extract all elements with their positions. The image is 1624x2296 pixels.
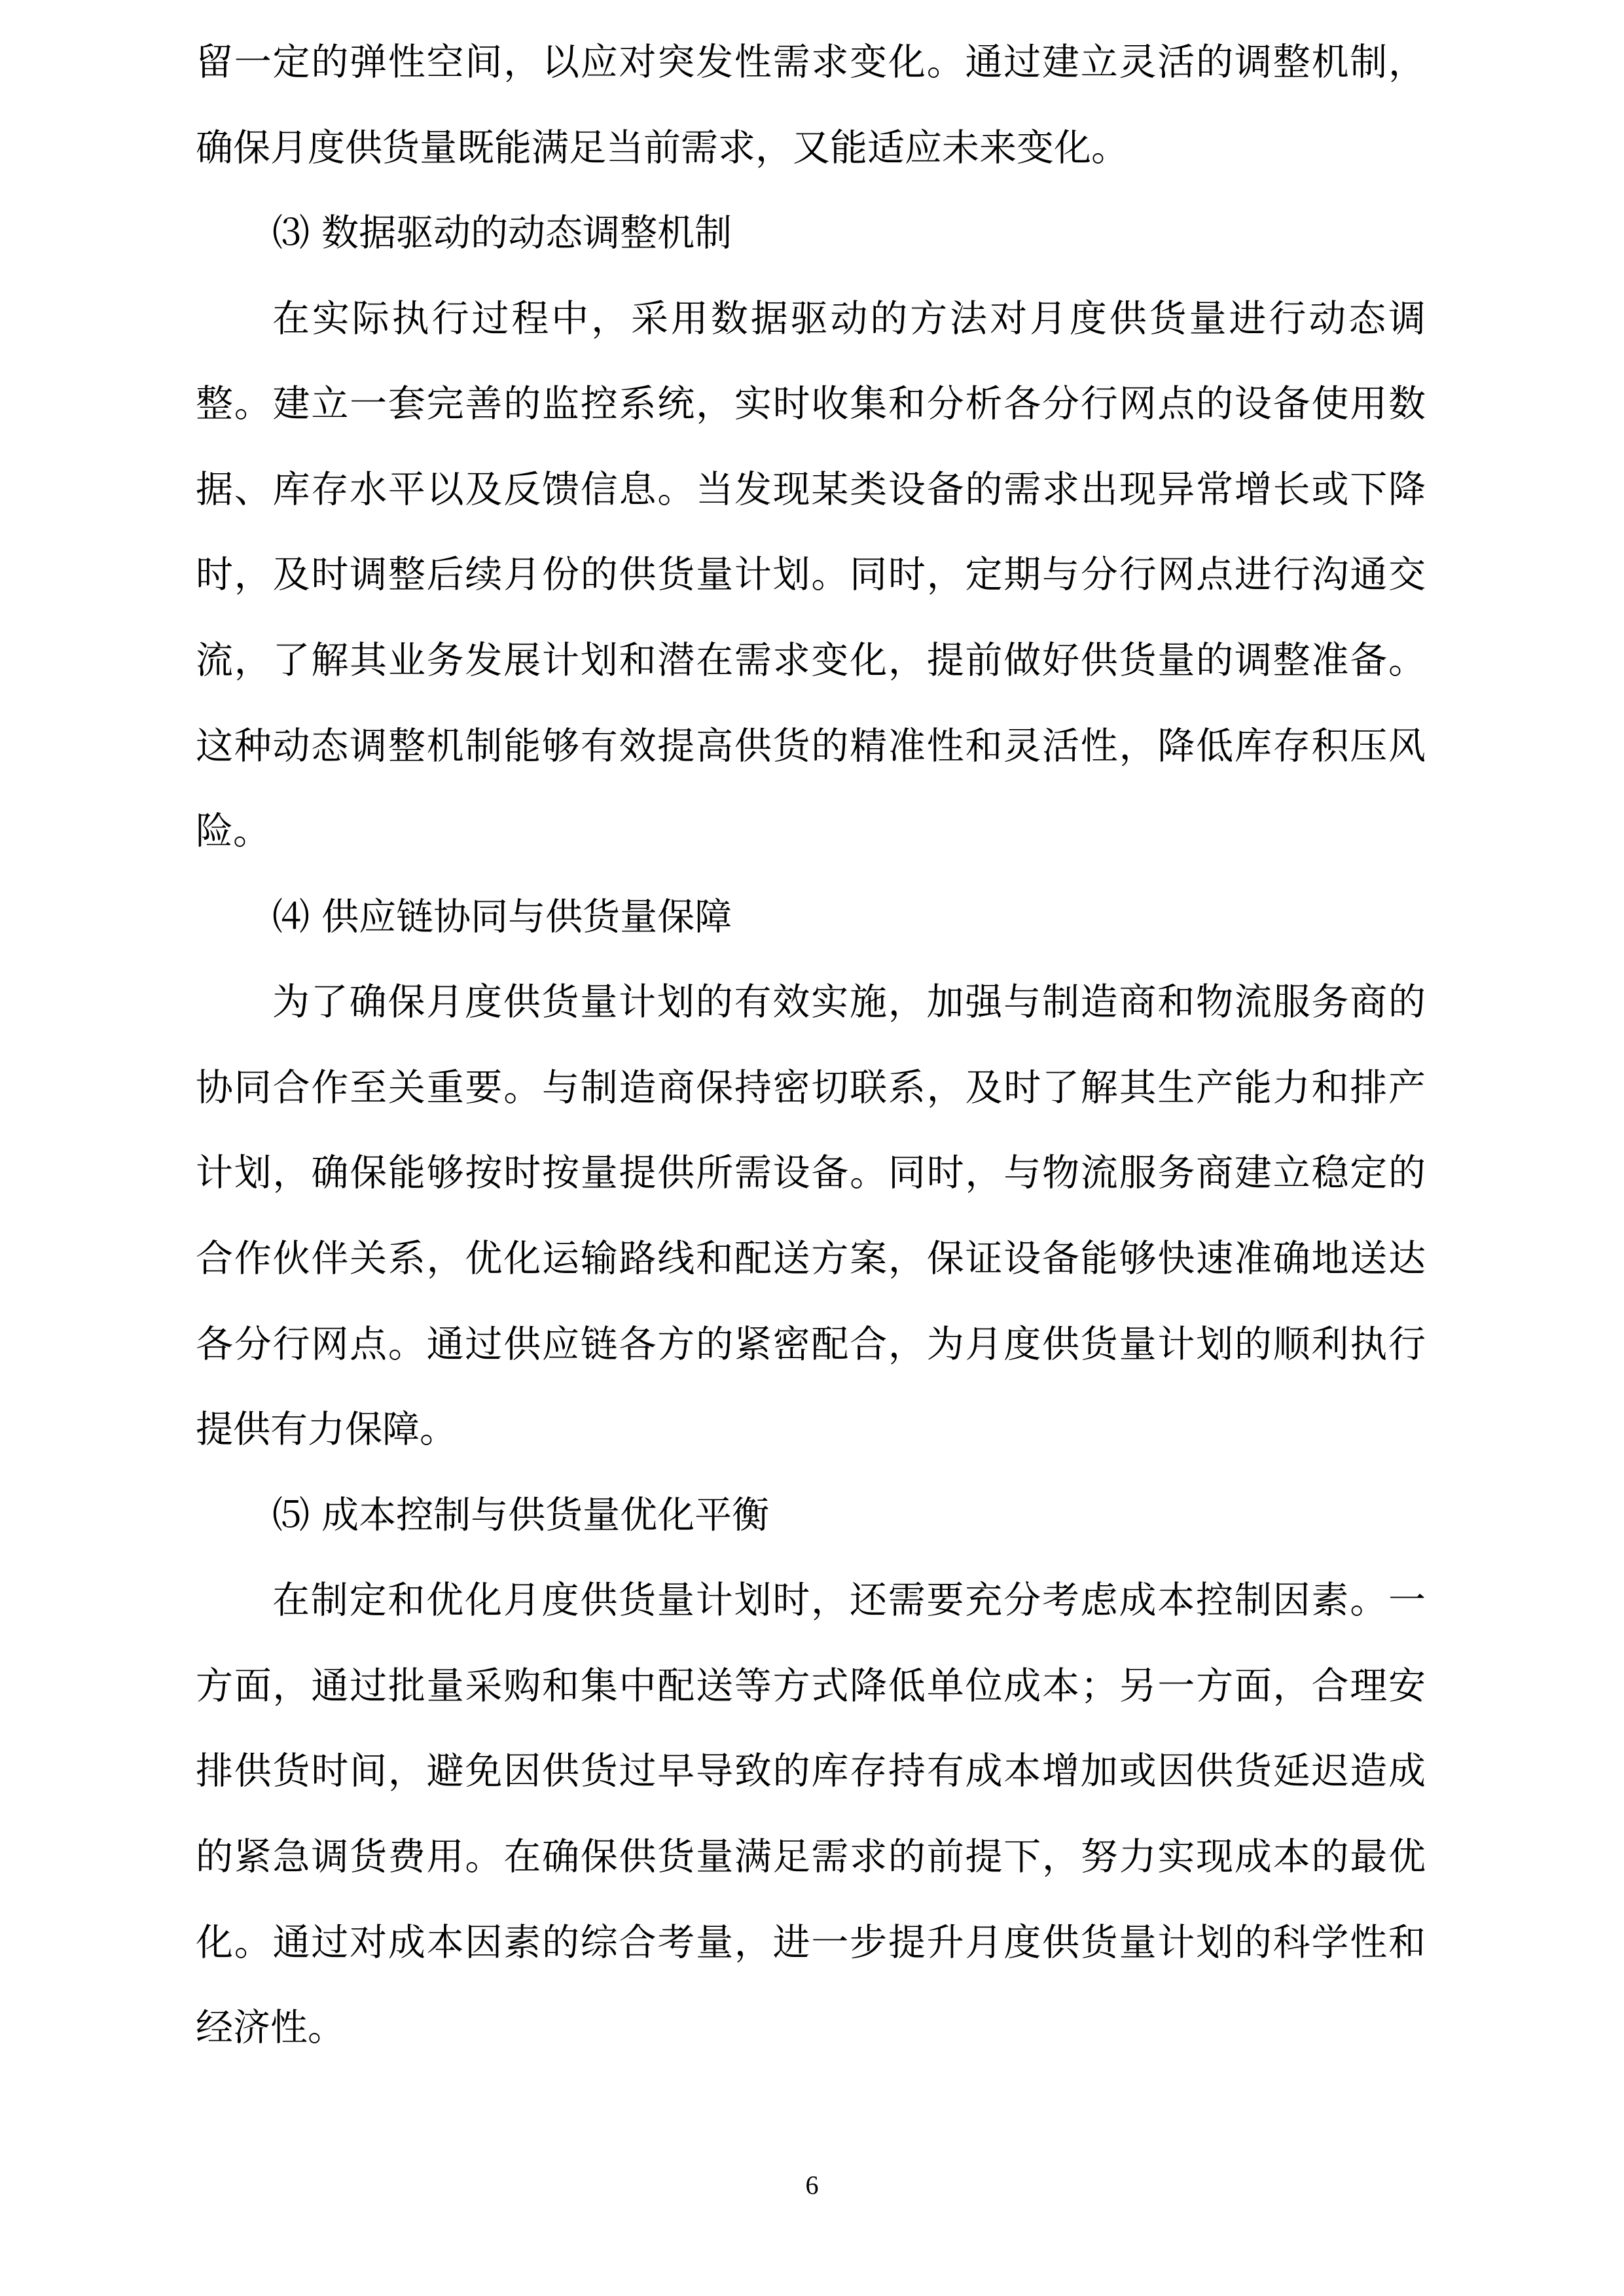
body-text-line: 留一定的弹性空间，以应对突发性需求变化。通过建立灵活的调整机制， (196, 41, 1426, 84)
page-number: 6 (805, 2170, 819, 2200)
body-text-line: 险。 (196, 810, 270, 853)
body-text-line: 经济性。 (196, 2006, 345, 2049)
body-text-line: 各分行网点。通过供应链各方的紧密配合，为月度供货量计划的顺利执行 (196, 1323, 1426, 1366)
body-text-line: 的紧急调货费用。在确保供货量满足需求的前提下，努力实现成本的最优 (196, 1835, 1426, 1878)
body-text-line: 计划，确保能够按时按量提供所需设备。同时，与物流服务商建立稳定的 (196, 1151, 1426, 1194)
body-text-line: 在制定和优化月度供货量计划时，还需要充分考虑成本控制因素。一 (272, 1579, 1426, 1622)
body-text-line: 合作伙伴关系，优化运输路线和配送方案，保证设备能够快速准确地送达 (196, 1237, 1426, 1280)
body-text-line: 确保月度供货量既能满足当前需求，又能适应未来变化。 (196, 126, 1128, 170)
body-text-line: 整。建立一套完善的监控系统，实时收集和分析各分行网点的设备使用数 (196, 382, 1426, 425)
body-text-line: 提供有力保障。 (196, 1408, 457, 1451)
body-text-line: 时，及时调整后续月份的供货量计划。同时，定期与分行网点进行沟通交 (196, 553, 1426, 596)
body-text-line: 协同合作至关重要。与制造商保持密切联系，及时了解其生产能力和排产 (196, 1066, 1426, 1109)
body-text-line: 方面，通过批量采购和集中配送等方式降低单位成本；另一方面，合理安 (196, 1664, 1426, 1708)
section-heading-5: ⑸ 成本控制与供货量优化平衡 (272, 1494, 770, 1537)
body-text-line: 这种动态调整机制能够有效提高供货的精准性和灵活性，降低库存积压风 (196, 725, 1426, 768)
body-text-line: 化。通过对成本因素的综合考量，进一步提升月度供货量计划的科学性和 (196, 1921, 1426, 1964)
section-heading-4: ⑷ 供应链协同与供货量保障 (272, 895, 732, 939)
section-heading-3: ⑶ 数据驱动的动态调整机制 (272, 211, 732, 255)
body-text-line: 排供货时间，避免因供货过早导致的库存持有成本增加或因供货延迟造成 (196, 1749, 1426, 1793)
body-text-line: 为了确保月度供货量计划的有效实施，加强与制造商和物流服务商的 (272, 980, 1426, 1024)
body-text-line: 在实际执行过程中，采用数据驱动的方法对月度供货量进行动态调 (272, 297, 1426, 340)
body-text-line: 流，了解其业务发展计划和潜在需求变化，提前做好供货量的调整准备。 (196, 639, 1426, 682)
body-text-line: 据、库存水平以及反馈信息。当发现某类设备的需求出现异常增长或下降 (196, 468, 1426, 511)
